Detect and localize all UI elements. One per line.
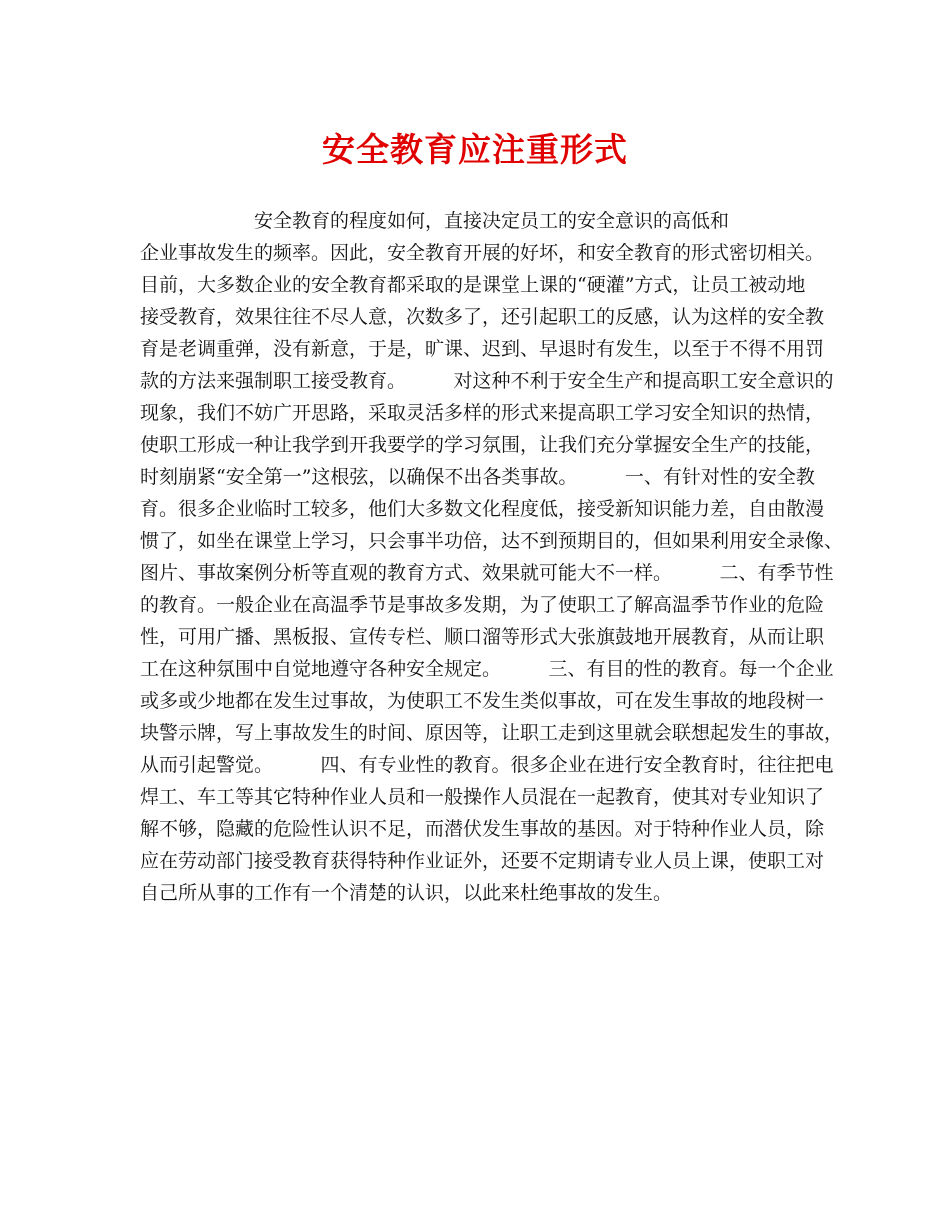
body-line: 从而引起警觉。 四、有专业性的教育。很多企业在进行安全教育时，往往把电 bbox=[140, 754, 834, 776]
body-line: 块警示牌，写上事故发生的时间、原因等，让职工走到这里就会联想起发生的事故， bbox=[140, 722, 844, 744]
body-line: 自己所从事的工作有一个清楚的认识，以此来杜绝事故的发生。 bbox=[140, 882, 673, 904]
body-line: 款的方法来强制职工接受教育。 对这种不利于安全生产和提高职工安全意识的 bbox=[140, 370, 834, 392]
body-line: 使职工形成一种让我学到开我要学的学习氛围，让我们充分掌握安全生产的技能， bbox=[140, 434, 825, 456]
body-line: 育是老调重弹，没有新意，于是，旷课、迟到、早退时有发生，以至于不得不用罚 bbox=[140, 338, 825, 360]
body-line: 焊工、车工等其它特种作业人员和一般操作人员混在一起教育，使其对专业知识了 bbox=[140, 786, 825, 808]
body-line: 图片、事故案例分析等直观的教育方式、效果就可能大不一样。 二、有季节性 bbox=[140, 562, 834, 584]
body-line: 惯了，如坐在课堂上学习，只会事半功倍，达不到预期目的，但如果利用安全录像、 bbox=[140, 530, 844, 552]
body-line: 或多或少地都在发生过事故，为使职工不发生类似事故，可在发生事故的地段树一 bbox=[140, 690, 825, 712]
body-line: 解不够，隐藏的危险性认识不足，而潜伏发生事故的基因。对于特种作业人员，除 bbox=[140, 818, 825, 840]
body-line: 时刻崩紧“安全第一”这根弦，以确保不出各类事故。 一、有针对性的安全教 bbox=[140, 466, 815, 488]
body-line: 应在劳动部门接受教育获得特种作业证外，还要不定期请专业人员上课，使职工对 bbox=[140, 850, 825, 872]
body-line: 的教育。一般企业在高温季节是事故多发期，为了使职工了解高温季节作业的危险 bbox=[140, 594, 825, 616]
body-line: 现象，我们不妨广开思路，采取灵活多样的形式来提高职工学习安全知识的热情， bbox=[140, 402, 825, 424]
body-line: 目前，大多数企业的安全教育都采取的是课堂上课的“硬灌”方式，让员工被动地 bbox=[140, 274, 806, 296]
body-line: 企业事故发生的频率。因此，安全教育开展的好坏，和安全教育的形式密切相关。 bbox=[140, 242, 825, 264]
body-line: 育。很多企业临时工较多，他们大多数文化程度低，接受新知识能力差，自由散漫 bbox=[140, 498, 825, 520]
document-body bbox=[140, 205, 844, 909]
document-title: 安全教育应注重形式 bbox=[322, 130, 628, 169]
body-line: 性，可用广播、黑板报、宣传专栏、顺口溜等形式大张旗鼓地开展教育，从而让职 bbox=[140, 626, 825, 648]
body-line: 工在这种氛围中自觉地遵守各种安全规定。 三、有目的性的教育。每一个企业 bbox=[140, 658, 834, 680]
body-line: 接受教育，效果往往不尽人意，次数多了，还引起职工的反感，认为这样的安全教 bbox=[140, 306, 825, 328]
body-line: 安全教育的程度如何，直接决定员工的安全意识的高低和 bbox=[140, 210, 730, 232]
